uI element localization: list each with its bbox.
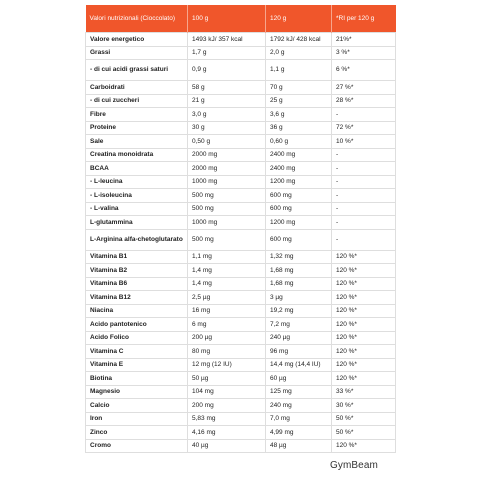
ri-percent: 21%* [332, 33, 396, 47]
header-per-100g: 100 g [188, 5, 266, 33]
header-nutrition-values: Valori nutrizionali (Cioccolato) [86, 5, 188, 33]
value-per-100g: 0,9 g [188, 60, 266, 81]
table-row [86, 148, 396, 162]
nutrient-label: Grassi [86, 46, 188, 60]
ri-percent: 120 %* [332, 277, 396, 291]
nutrient-label: Iron [86, 412, 188, 426]
value-per-120g: 14,4 mg (14,4 IU) [266, 358, 332, 372]
table-row [86, 439, 396, 453]
value-per-100g: 104 mg [188, 385, 266, 399]
value-per-120g: 0,60 g [266, 135, 332, 149]
table-row [86, 426, 396, 440]
ri-percent: - [332, 189, 396, 203]
value-per-100g: 1,4 mg [188, 264, 266, 278]
ri-percent: - [332, 162, 396, 176]
value-per-100g: 2000 mg [188, 162, 266, 176]
value-per-100g: 5,83 mg [188, 412, 266, 426]
value-per-120g: 4,99 mg [266, 426, 332, 440]
value-per-120g: 3,6 g [266, 108, 332, 122]
ri-percent: - [332, 175, 396, 189]
value-per-120g: 240 µg [266, 331, 332, 345]
nutrient-label: - L-valina [86, 202, 188, 216]
value-per-120g: 1,32 mg [266, 250, 332, 264]
table-row [86, 175, 396, 189]
nutrient-label: Niacina [86, 304, 188, 318]
table-row [86, 216, 396, 230]
value-per-120g: 60 µg [266, 372, 332, 386]
value-per-100g: 200 µg [188, 331, 266, 345]
nutrient-label: Sale [86, 135, 188, 149]
nutrient-label: Vitamina B12 [86, 291, 188, 305]
ri-percent: - [332, 108, 396, 122]
table-row [86, 358, 396, 372]
value-per-120g: 19,2 mg [266, 304, 332, 318]
value-per-100g: 50 µg [188, 372, 266, 386]
ri-percent: 120 %* [332, 372, 396, 386]
ri-percent: 3 %* [332, 46, 396, 60]
ri-percent: 50 %* [332, 412, 396, 426]
value-per-100g: 1,1 mg [188, 250, 266, 264]
ri-percent: - [332, 148, 396, 162]
value-per-100g: 80 mg [188, 345, 266, 359]
value-per-100g: 0,50 g [188, 135, 266, 149]
ri-percent: - [332, 229, 396, 250]
nutrient-label: - L-isoleucina [86, 189, 188, 203]
table-row [86, 33, 396, 47]
value-per-120g: 1,68 mg [266, 264, 332, 278]
value-per-120g: 7,2 mg [266, 318, 332, 332]
value-per-120g: 25 g [266, 94, 332, 108]
ri-percent: 120 %* [332, 264, 396, 278]
value-per-100g: 500 mg [188, 202, 266, 216]
ri-percent: 33 %* [332, 385, 396, 399]
ri-percent: 30 %* [332, 399, 396, 413]
value-per-120g: 600 mg [266, 202, 332, 216]
nutrient-label: Zinco [86, 426, 188, 440]
table-row [86, 345, 396, 359]
value-per-100g: 200 mg [188, 399, 266, 413]
nutrient-label: Vitamina B6 [86, 277, 188, 291]
value-per-100g: 1493 kJ/ 357 kcal [188, 33, 266, 47]
nutrient-label: Magnesio [86, 385, 188, 399]
nutrition-table [85, 5, 396, 453]
nutrient-label: Acido Folico [86, 331, 188, 345]
nutrient-label: Vitamina E [86, 358, 188, 372]
header-row [86, 5, 396, 33]
nutrient-label: Vitamina B1 [86, 250, 188, 264]
value-per-100g: 12 mg (12 IU) [188, 358, 266, 372]
table-row [86, 412, 396, 426]
value-per-100g: 16 mg [188, 304, 266, 318]
ri-percent: 10 %* [332, 135, 396, 149]
ri-percent: 27 %* [332, 81, 396, 95]
table-row [86, 60, 396, 81]
header-ri-per-120g: *RI per 120 g [332, 5, 396, 33]
value-per-120g: 2400 mg [266, 148, 332, 162]
value-per-100g: 1,7 g [188, 46, 266, 60]
table-row [86, 121, 396, 135]
table-row [86, 318, 396, 332]
ri-percent: 50 %* [332, 426, 396, 440]
table-row [86, 399, 396, 413]
value-per-120g: 1,68 mg [266, 277, 332, 291]
table-row [86, 189, 396, 203]
ri-percent: 120 %* [332, 250, 396, 264]
value-per-120g: 1200 mg [266, 216, 332, 230]
value-per-120g: 70 g [266, 81, 332, 95]
table-row [86, 46, 396, 60]
nutrient-label: Calcio [86, 399, 188, 413]
nutrient-label: Valore energetico [86, 33, 188, 47]
header-per-120g: 120 g [266, 5, 332, 33]
table-row [86, 94, 396, 108]
nutrient-label: Creatina monoidrata [86, 148, 188, 162]
nutrient-label: Vitamina B2 [86, 264, 188, 278]
nutrient-label: Proteine [86, 121, 188, 135]
value-per-120g: 96 mg [266, 345, 332, 359]
ri-percent: 120 %* [332, 304, 396, 318]
value-per-120g: 600 mg [266, 229, 332, 250]
table-row [86, 385, 396, 399]
value-per-100g: 6 mg [188, 318, 266, 332]
value-per-120g: 2400 mg [266, 162, 332, 176]
value-per-120g: 36 g [266, 121, 332, 135]
value-per-100g: 1000 mg [188, 216, 266, 230]
value-per-120g: 240 mg [266, 399, 332, 413]
value-per-120g: 600 mg [266, 189, 332, 203]
nutrient-label: Carboidrati [86, 81, 188, 95]
value-per-100g: 21 g [188, 94, 266, 108]
ri-percent: 72 %* [332, 121, 396, 135]
value-per-120g: 1,1 g [266, 60, 332, 81]
table-row [86, 372, 396, 386]
nutrient-label: BCAA [86, 162, 188, 176]
value-per-120g: 7,0 mg [266, 412, 332, 426]
ri-percent: 120 %* [332, 331, 396, 345]
value-per-120g: 1792 kJ/ 428 kcal [266, 33, 332, 47]
value-per-100g: 3,0 g [188, 108, 266, 122]
table-row [86, 277, 396, 291]
nutrient-label: - di cui acidi grassi saturi [86, 60, 188, 81]
table-row [86, 108, 396, 122]
value-per-100g: 500 mg [188, 189, 266, 203]
value-per-120g: 48 µg [266, 439, 332, 453]
value-per-100g: 1,4 mg [188, 277, 266, 291]
value-per-100g: 1000 mg [188, 175, 266, 189]
value-per-120g: 3 µg [266, 291, 332, 305]
value-per-100g: 58 g [188, 81, 266, 95]
ri-percent: 120 %* [332, 345, 396, 359]
nutrient-label: L-glutammina [86, 216, 188, 230]
table-row [86, 229, 396, 250]
gymbeam-logo: GymBeam [330, 460, 378, 471]
value-per-100g: 30 g [188, 121, 266, 135]
table-row [86, 264, 396, 278]
nutrient-label: Cromo [86, 439, 188, 453]
nutrient-label: Acido pantotenico [86, 318, 188, 332]
table-row [86, 202, 396, 216]
table-row [86, 81, 396, 95]
table-row [86, 331, 396, 345]
ri-percent: 120 %* [332, 439, 396, 453]
ri-percent: 120 %* [332, 318, 396, 332]
table-header [86, 5, 396, 33]
ri-percent: 120 %* [332, 358, 396, 372]
table-row [86, 135, 396, 149]
ri-percent: - [332, 216, 396, 230]
value-per-120g: 125 mg [266, 385, 332, 399]
table-row [86, 162, 396, 176]
value-per-100g: 4,16 mg [188, 426, 266, 440]
value-per-120g: 2,0 g [266, 46, 332, 60]
nutrition-table-container [85, 5, 395, 453]
value-per-100g: 2,5 µg [188, 291, 266, 305]
table-row [86, 291, 396, 305]
nutrient-label: L-Arginina alfa-chetoglutarato [86, 229, 188, 250]
table-row [86, 304, 396, 318]
value-per-100g: 2000 mg [188, 148, 266, 162]
value-per-100g: 500 mg [188, 229, 266, 250]
value-per-120g: 1200 mg [266, 175, 332, 189]
ri-percent: - [332, 202, 396, 216]
ri-percent: 6 %* [332, 60, 396, 81]
ri-percent: 120 %* [332, 291, 396, 305]
nutrient-label: - L-leucina [86, 175, 188, 189]
table-body [86, 33, 396, 453]
nutrient-label: - di cui zuccheri [86, 94, 188, 108]
value-per-100g: 40 µg [188, 439, 266, 453]
nutrient-label: Biotina [86, 372, 188, 386]
table-row [86, 250, 396, 264]
ri-percent: 28 %* [332, 94, 396, 108]
nutrient-label: Fibre [86, 108, 188, 122]
nutrient-label: Vitamina C [86, 345, 188, 359]
